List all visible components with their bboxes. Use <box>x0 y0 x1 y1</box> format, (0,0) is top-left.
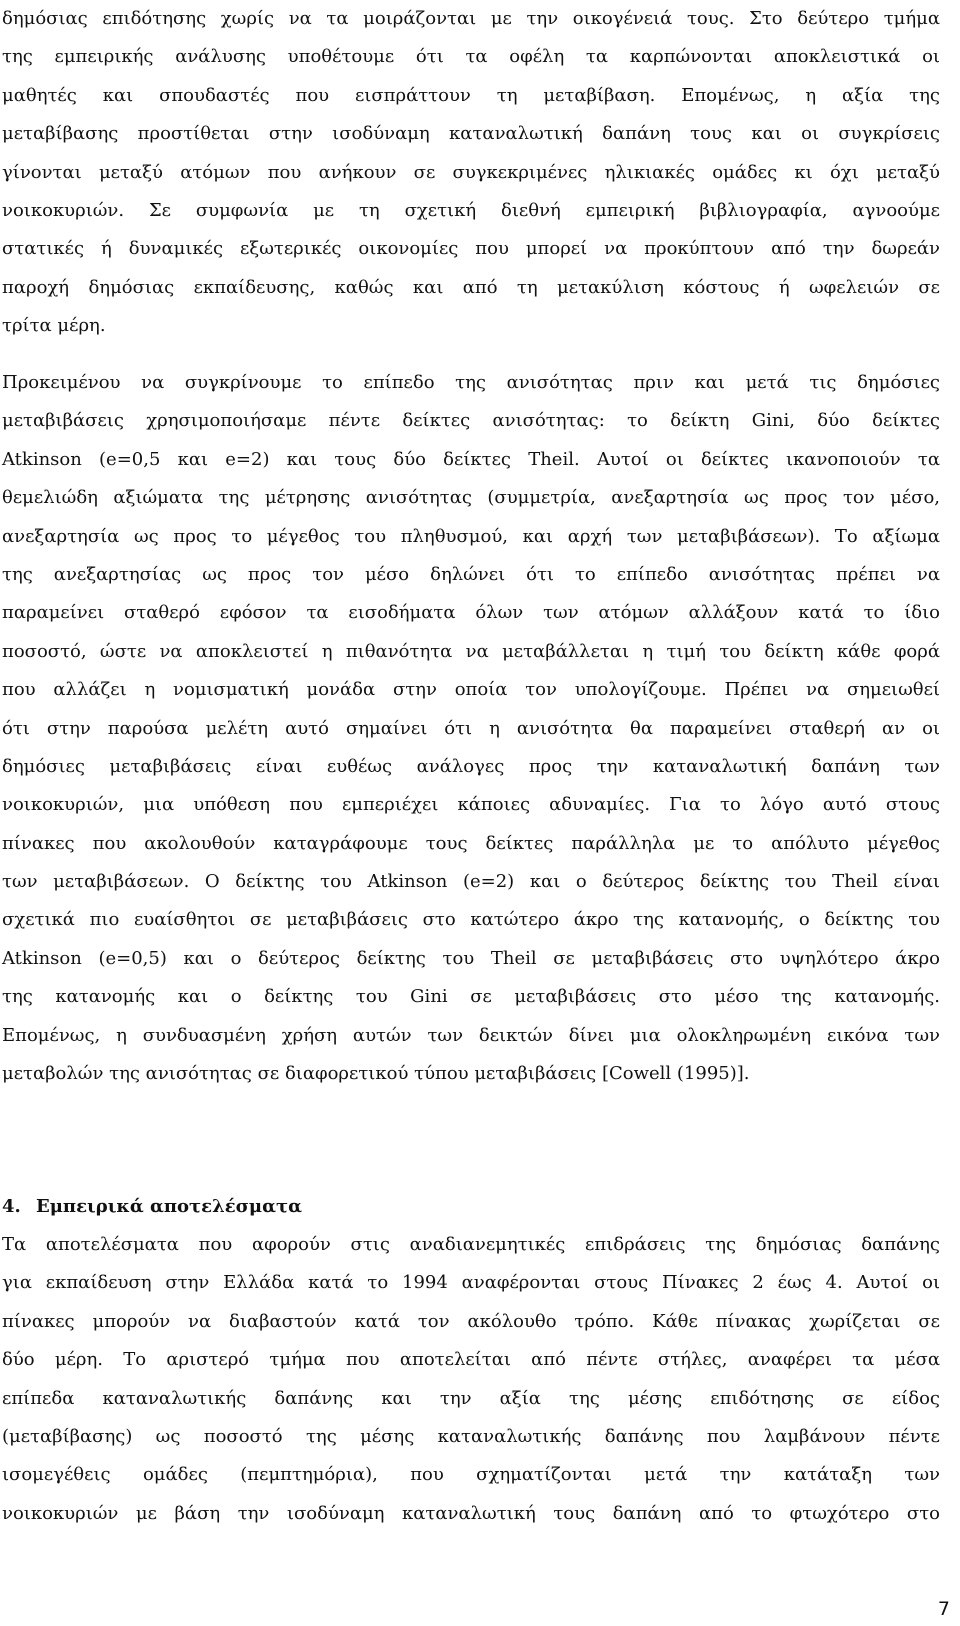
paragraph <box>2 364 940 1093</box>
text-line: παραμείνει σταθερό εφόσον τα εισοδήματα όλων των ατόμων αλλάξουν κατά το ίδιο <box>2 602 940 624</box>
text-line: γίνονται μεταξύ ατόμων που ανήκουν σε συγκεκριμένες ηλικιακές ομάδες κι όχι μεταξύ <box>2 161 940 183</box>
text-line: πίνακες που ακολουθούν καταγράφουμε τους δείκτες παράλληλα με το απόλυτο μέγεθος <box>2 832 940 854</box>
text-line: της ανεξαρτησίας ως προς τον μέσο δηλώνει ότι το επίπεδο ανισότητας πρέπει να <box>2 563 940 585</box>
text-line: (μεταβίβασης) ως ποσοστό της μέσης καταναλωτικής δαπάνης που λαμβάνουν πέντε <box>2 1425 940 1447</box>
text-line: στατικές ή δυναμικές εξωτερικές οικονομίες που μπορεί να προκύπτουν από την δωρεάν <box>2 238 940 260</box>
text-line: ποσοστό, ώστε να αποκλειστεί η πιθανότητα να μεταβάλλεται η τιμή του δείκτη κάθε φορά <box>2 640 940 662</box>
text-line: δύο μέρη. Το αριστερό τμήμα που αποτελείται από πέντε στήλες, αναφέρει τα μέσα <box>2 1349 940 1371</box>
text-line: Atkinson (e=0,5) και ο δεύτερος δείκτης του Theil σε μεταβιβάσεις στο υψηλότερο άκρο <box>2 947 940 969</box>
text-line: της εμπειρικής ανάλυσης υποθέτουμε ότι τα οφέλη τα καρπώνονται αποκλειστικά οι <box>2 46 940 68</box>
text-line: πίνακες μπορούν να διαβαστούν κατά τον ακόλουθο τρόπο. Κάθε πίνακας χωρίζεται σε <box>2 1310 940 1332</box>
text-line: δημόσιες μεταβιβάσεις είναι ευθέως ανάλογες προς την καταναλωτική δαπάνη των <box>2 755 940 777</box>
text-line: για εκπαίδευση στην Ελλάδα κατά το 1994 αναφέρονται στους Πίνακες 2 έως 4. Αυτοί οι <box>2 1272 940 1294</box>
text-line: θεμελιώδη αξιώματα της μέτρησης ανισότητας (συμμετρία, ανεξαρτησία ως προς τον μέσο, <box>2 487 940 509</box>
text-line: ισομεγέθεις ομάδες (πεμπτημόρια), που σχηματίζονται μετά την κατάταξη των <box>2 1464 940 1486</box>
section-heading <box>2 1188 302 1226</box>
text-line: Τα αποτελέσματα που αφορούν στις αναδιανεμητικές επιδράσεις της δημόσιας δαπάνης <box>2 1234 940 1255</box>
text-line: της κατανομής και ο δείκτης του Gini σε μεταβιβάσεις στο μέσο της κατανομής. <box>2 986 940 1008</box>
text-line: παροχή δημόσιας εκπαίδευσης, καθώς και από τη μετακύλιση κόστους ή ωφελειών σε <box>2 276 940 298</box>
text-line: σχετικά πιο ευαίσθητοι σε μεταβιβάσεις στο κατώτερο άκρο της κατανομής, ο δείκτης του <box>2 909 940 931</box>
text-line: δημόσιας επιδότησης χωρίς να τα μοιράζονται με την οικογένειά τους. Στο δεύτερο τμήμα <box>2 8 940 29</box>
text-line: νοικοκυριών. Σε συμφωνία με τη σχετική διεθνή εμπειρική βιβλιογραφία, αγνοούμε <box>2 199 940 221</box>
page-number: 7 <box>937 1598 950 1620</box>
text-line: μεταβιβάσεις χρησιμοποιήσαμε πέντε δείκτες ανισότητας: το δείκτη Gini, δύο δείκτες <box>2 410 940 432</box>
text-line: που αλλάζει η νομισματική μονάδα στην οποία τον υπολογίζουμε. Πρέπει να σημειωθεί <box>2 679 940 701</box>
text-line: Προκειμένου να συγκρίνουμε το επίπεδο της ανισότητας πριν και μετά τις δημόσιες <box>2 372 940 393</box>
text-line: ότι στην παρούσα μελέτη αυτό σημαίνει ότι η ανισότητα θα παραμείνει σταθερή αν οι <box>2 717 940 739</box>
text-line: μαθητές και σπουδαστές που εισπράττουν τη μεταβίβαση. Επομένως, η αξία της <box>2 84 940 106</box>
paragraph <box>2 1226 940 1533</box>
paragraph <box>2 0 940 346</box>
text-line: Επομένως, η συνδυασμένη χρήση αυτών των δεικτών δίνει μια ολοκληρωμένη εικόνα των <box>2 1024 940 1046</box>
text-line: των μεταβιβάσεων. Ο δείκτης του Atkinson (e=2) και ο δεύτερος δείκτης του Theil είναι <box>2 871 940 893</box>
text-line: νοικοκυριών, μια υπόθεση που εμπεριέχει κάποιες αδυναμίες. Για το λόγο αυτό στους <box>2 794 940 816</box>
text-line: επίπεδα καταναλωτικής δαπάνης και την αξία της μέσης επιδότησης σε είδος <box>2 1387 940 1409</box>
text-line: μεταβίβασης προστίθεται στην ισοδύναμη καταναλωτική δαπάνη τους και οι συγκρίσεις <box>2 123 940 145</box>
text-line: μεταβολών της ανισότητας σε διαφορετικού τύπου μεταβιβάσεις [Cowell (1995)]. <box>2 1063 750 1085</box>
section-title: Εμπειρικά αποτελέσματα <box>36 1196 302 1217</box>
section-number: 4. <box>2 1196 21 1217</box>
text-line: νοικοκυριών με βάση την ισοδύναμη καταναλωτική τους δαπάνη από το φτωχότερο στο <box>2 1502 940 1524</box>
text-line: Atkinson (e=0,5 και e=2) και τους δύο δείκτες Theil. Αυτοί οι δείκτες ικανοποιούν τα <box>2 448 940 470</box>
text-line: ανεξαρτησία ως προς το μέγεθος του πληθυσμού, και αρχή των μεταβιβάσεων). Το αξίωμα <box>2 525 940 547</box>
text-line: τρίτα μέρη. <box>2 315 106 337</box>
